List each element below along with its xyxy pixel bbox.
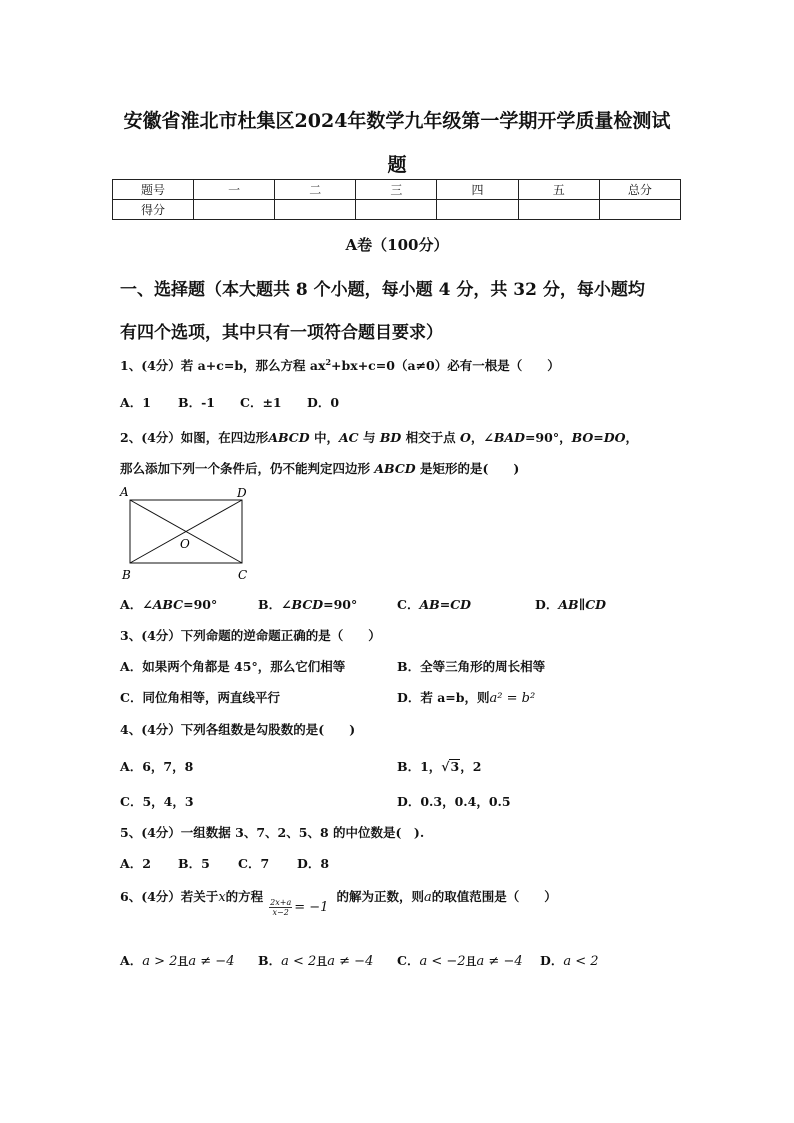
q4-option-b[interactable]: B．1，√3，2 <box>397 759 482 774</box>
score-cell[interactable] <box>599 200 680 220</box>
q6-option-a[interactable]: A．a > 2且a ≠ −4 <box>120 953 235 969</box>
score-cell[interactable] <box>356 200 437 220</box>
q5-option-a[interactable]: A．2 <box>120 856 151 871</box>
q6-option-d[interactable]: D．a < 2 <box>540 953 599 969</box>
table-header-cell: 五 <box>518 180 599 200</box>
score-cell[interactable] <box>194 200 275 220</box>
q1-option-d[interactable]: D．0 <box>307 395 340 410</box>
table-header-cell: 一 <box>194 180 275 200</box>
table-row-label: 得分 <box>113 200 194 220</box>
q4-option-a[interactable]: A．6，7，8 <box>120 759 194 774</box>
question-2-stem-line1: 2、(4分）如图，在四边形ABCD 中，AC 与 BD 相交于点 O，∠BAD=90°，BO=DO， <box>120 430 638 445</box>
question-5-stem: 5、(4分）一组数据 3、7、2、5、8 的中位数是( ). <box>120 825 425 840</box>
section-title-line2: 有四个选项，其中只有一项符合题目要求） <box>120 323 443 343</box>
q3-option-c[interactable]: C．同位角相等，两直线平行 <box>120 690 280 705</box>
vertex-label-c: C <box>238 568 248 582</box>
vertex-label-b: B <box>122 568 131 582</box>
q3-option-b[interactable]: B．全等三角形的周长相等 <box>397 659 546 674</box>
vertex-label-d: D <box>237 486 247 500</box>
score-cell[interactable] <box>518 200 599 220</box>
table-header-cell: 总分 <box>599 180 680 200</box>
q5-option-b[interactable]: B．5 <box>178 856 210 871</box>
score-table <box>112 179 681 220</box>
score-cell[interactable] <box>275 200 356 220</box>
q4-option-d[interactable]: D．0.3，0.4，0.5 <box>397 794 511 809</box>
q2-option-d[interactable]: D．AB∥CD <box>535 597 607 612</box>
q2-option-a[interactable]: A．∠ABC=90° <box>120 597 218 612</box>
q5-option-c[interactable]: C．7 <box>238 856 270 871</box>
sqrt-symbol: √ <box>441 759 450 774</box>
q6-option-c[interactable]: C．a < −2且a ≠ −4 <box>397 953 523 969</box>
score-cell[interactable] <box>437 200 518 220</box>
equation-fraction: $\frac{2x+a}{x-2}$ <box>270 898 292 917</box>
q3-option-a[interactable]: A．如果两个角都是 45°，那么它们相等 <box>120 659 346 674</box>
section-heading-a-juan: A卷（100分） <box>345 236 449 254</box>
table-header-cell: 题号 <box>113 180 194 200</box>
page-title-continued: 题 <box>387 154 407 176</box>
question-3-stem: 3、(4分）下列命题的逆命题正确的是（ ） <box>120 628 381 643</box>
question-1-stem: 1、(4分）若 a+c=b，那么方程 $ax^2+bx+c=0(a\ne 0)$必有一根是（ ） <box>120 356 560 373</box>
question-2-stem-line2: 那么添加下列一个条件后，仍不能判定四边形 ABCD 是矩形的是( ) <box>120 461 520 476</box>
q1-option-c[interactable]: C．±1 <box>240 395 282 410</box>
table-header-cell: 三 <box>356 180 437 200</box>
page-title: 安徽省淮北市杜集区2024年数学九年级第一学期开学质量检测试 <box>123 110 671 132</box>
q1-option-b[interactable]: B．-1 <box>178 395 215 410</box>
q4-option-c[interactable]: C．5，4，3 <box>120 794 194 809</box>
question-6-stem: 6、(4分）若关于x的方程 $\frac{2x+a}{x-2}$ = −1的解为正数，则a的取值范围是（ ） <box>120 889 557 917</box>
table-header-cell: 四 <box>437 180 518 200</box>
score-table-score-row <box>113 200 681 220</box>
section-title-line1: 一、选择题（本大题共 8 个小题，每小题 4 分，共 32 分，每小题均 <box>120 280 645 300</box>
q2-option-b[interactable]: B．∠BCD=90° <box>258 597 358 612</box>
q6-option-b[interactable]: B．a < 2且a ≠ −4 <box>258 953 374 969</box>
center-label-o: O <box>180 537 190 551</box>
q1-option-a[interactable]: A．1 <box>120 395 151 410</box>
quadrilateral-figure <box>112 484 262 584</box>
question-4-stem: 4、(4分）下列各组数是勾股数的是( ) <box>120 722 356 737</box>
q2-option-c[interactable]: C．AB=CD <box>397 597 471 612</box>
table-header-cell: 二 <box>275 180 356 200</box>
q3-option-d[interactable]: D．若 a=b，则a² = b² <box>397 690 536 706</box>
score-table-header-row <box>113 180 681 200</box>
q5-option-d[interactable]: D．8 <box>297 856 330 871</box>
vertex-label-a: A <box>120 485 129 499</box>
